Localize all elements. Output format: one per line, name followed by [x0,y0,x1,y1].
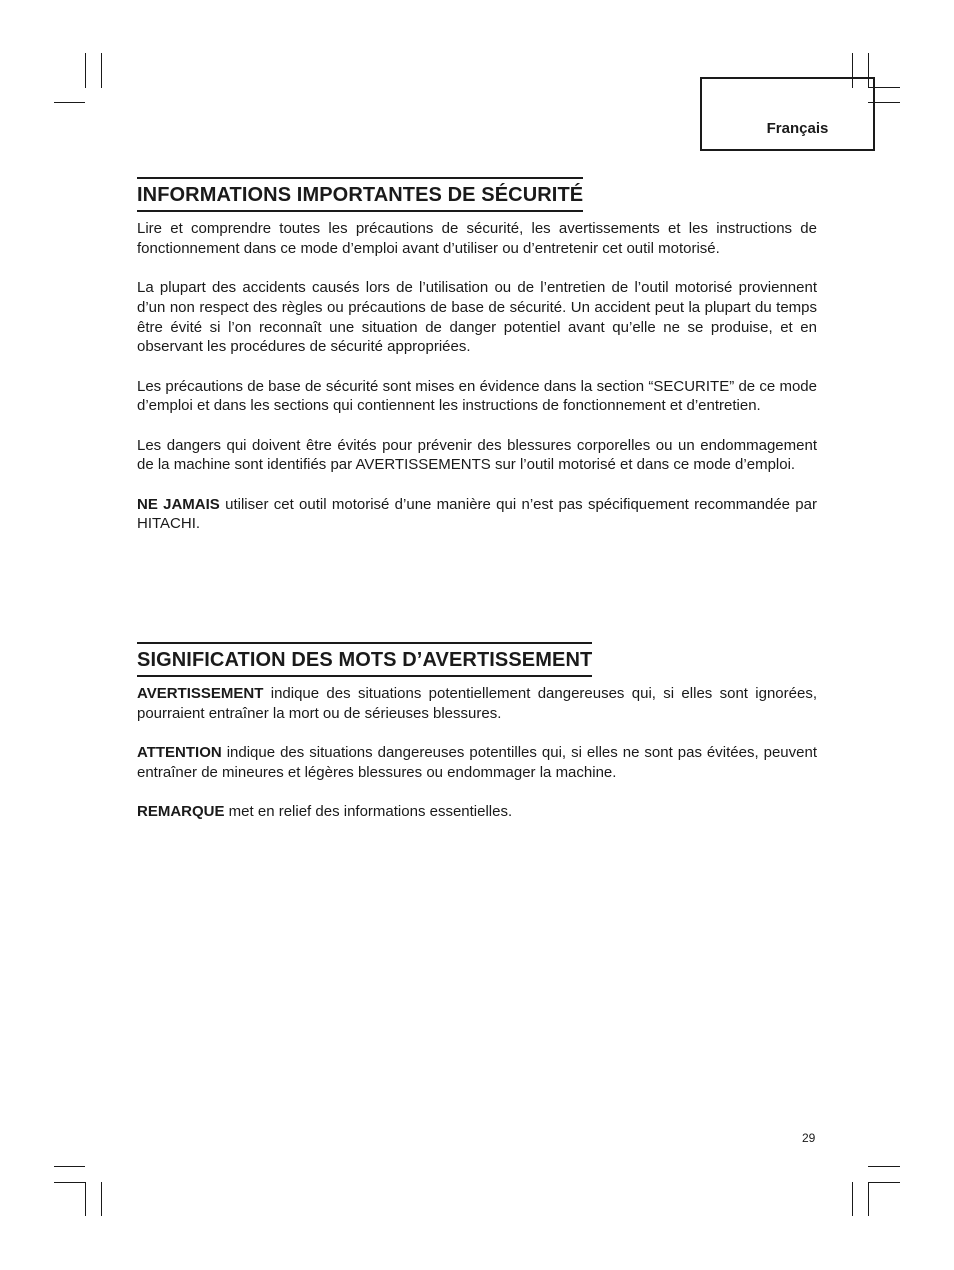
crop-mark [852,1182,853,1216]
section-heading: INFORMATIONS IMPORTANTES DE SÉCURITÉ [137,177,583,212]
crop-mark [868,1182,900,1183]
paragraph: REMARQUE met en relief des informations essentielles. [137,803,513,821]
bold-term: REMARQUE [137,803,225,821]
crop-mark [85,53,86,88]
language-label: Français [766,120,829,137]
crop-mark [101,53,102,88]
paragraph: Lire et comprendre toutes les précautions de sécurité, les avertissements et les instructions de fonctionnement dans ce mode d’emploi avant d’utiliser ou d’entretenir cet outil motorisé. [137,220,817,257]
paragraph: AVERTISSEMENT indique des situations potentiellement dangereuses qui, si elles sont ignorées, pourraient entraîner la mort ou de sérieuses blessures. [137,685,817,722]
crop-mark [85,1182,86,1216]
paragraph: Les précautions de base de sécurité sont mises en évidence dans la section “SECURITE” de ce mode d’emploi et dans les sections qui contiennent les instructions de fonctionnement et d’entretien. [137,377,817,415]
signal-words-section [137,642,817,822]
page-number: 29 [802,1131,816,1145]
crop-mark [54,1166,85,1167]
paragraph: ATTENTION indique des situations dangereuses potentilles qui, si elles ne sont pas évitées, peuvent entraîner de mineures et légères blessures ou endommager la machine. [137,744,817,781]
language-tab [700,77,875,151]
paragraph: Les dangers qui doivent être évités pour prévenir des blessures corporelles ou un endommagement de la machine sont identifiés par AVERTISSEMENTS sur l’outil motorisé et dans ce mode d’emploi. [137,436,817,474]
safety-info-section [137,177,817,534]
section-heading: SIGNIFICATION DES MOTS D’AVERTISSEMENT [137,642,592,677]
crop-mark [868,1166,900,1167]
bold-term: NE JAMAIS [137,495,220,513]
crop-mark [54,1182,85,1183]
paragraph: La plupart des accidents causés lors de l’utilisation ou de l’entretien de l’outil motorisé proviennent d’un non respect des règles ou précautions de base de sécurité. Un accident peut la plupart du temps être évité si l’on reconnaît une situation de danger potentiel avant qu’elle ne se produise, et en observant les procédures de sécurité appropriées. [137,279,817,356]
bold-term: AVERTISSEMENT [137,685,264,702]
bold-term: ATTENTION [137,744,222,762]
crop-mark [868,1182,869,1216]
crop-mark [101,1182,102,1216]
crop-mark [54,102,85,103]
paragraph: NE JAMAIS utiliser cet outil motorisé d’une manière qui n’est pas spécifiquement recommandée par HITACHI. [137,495,817,533]
